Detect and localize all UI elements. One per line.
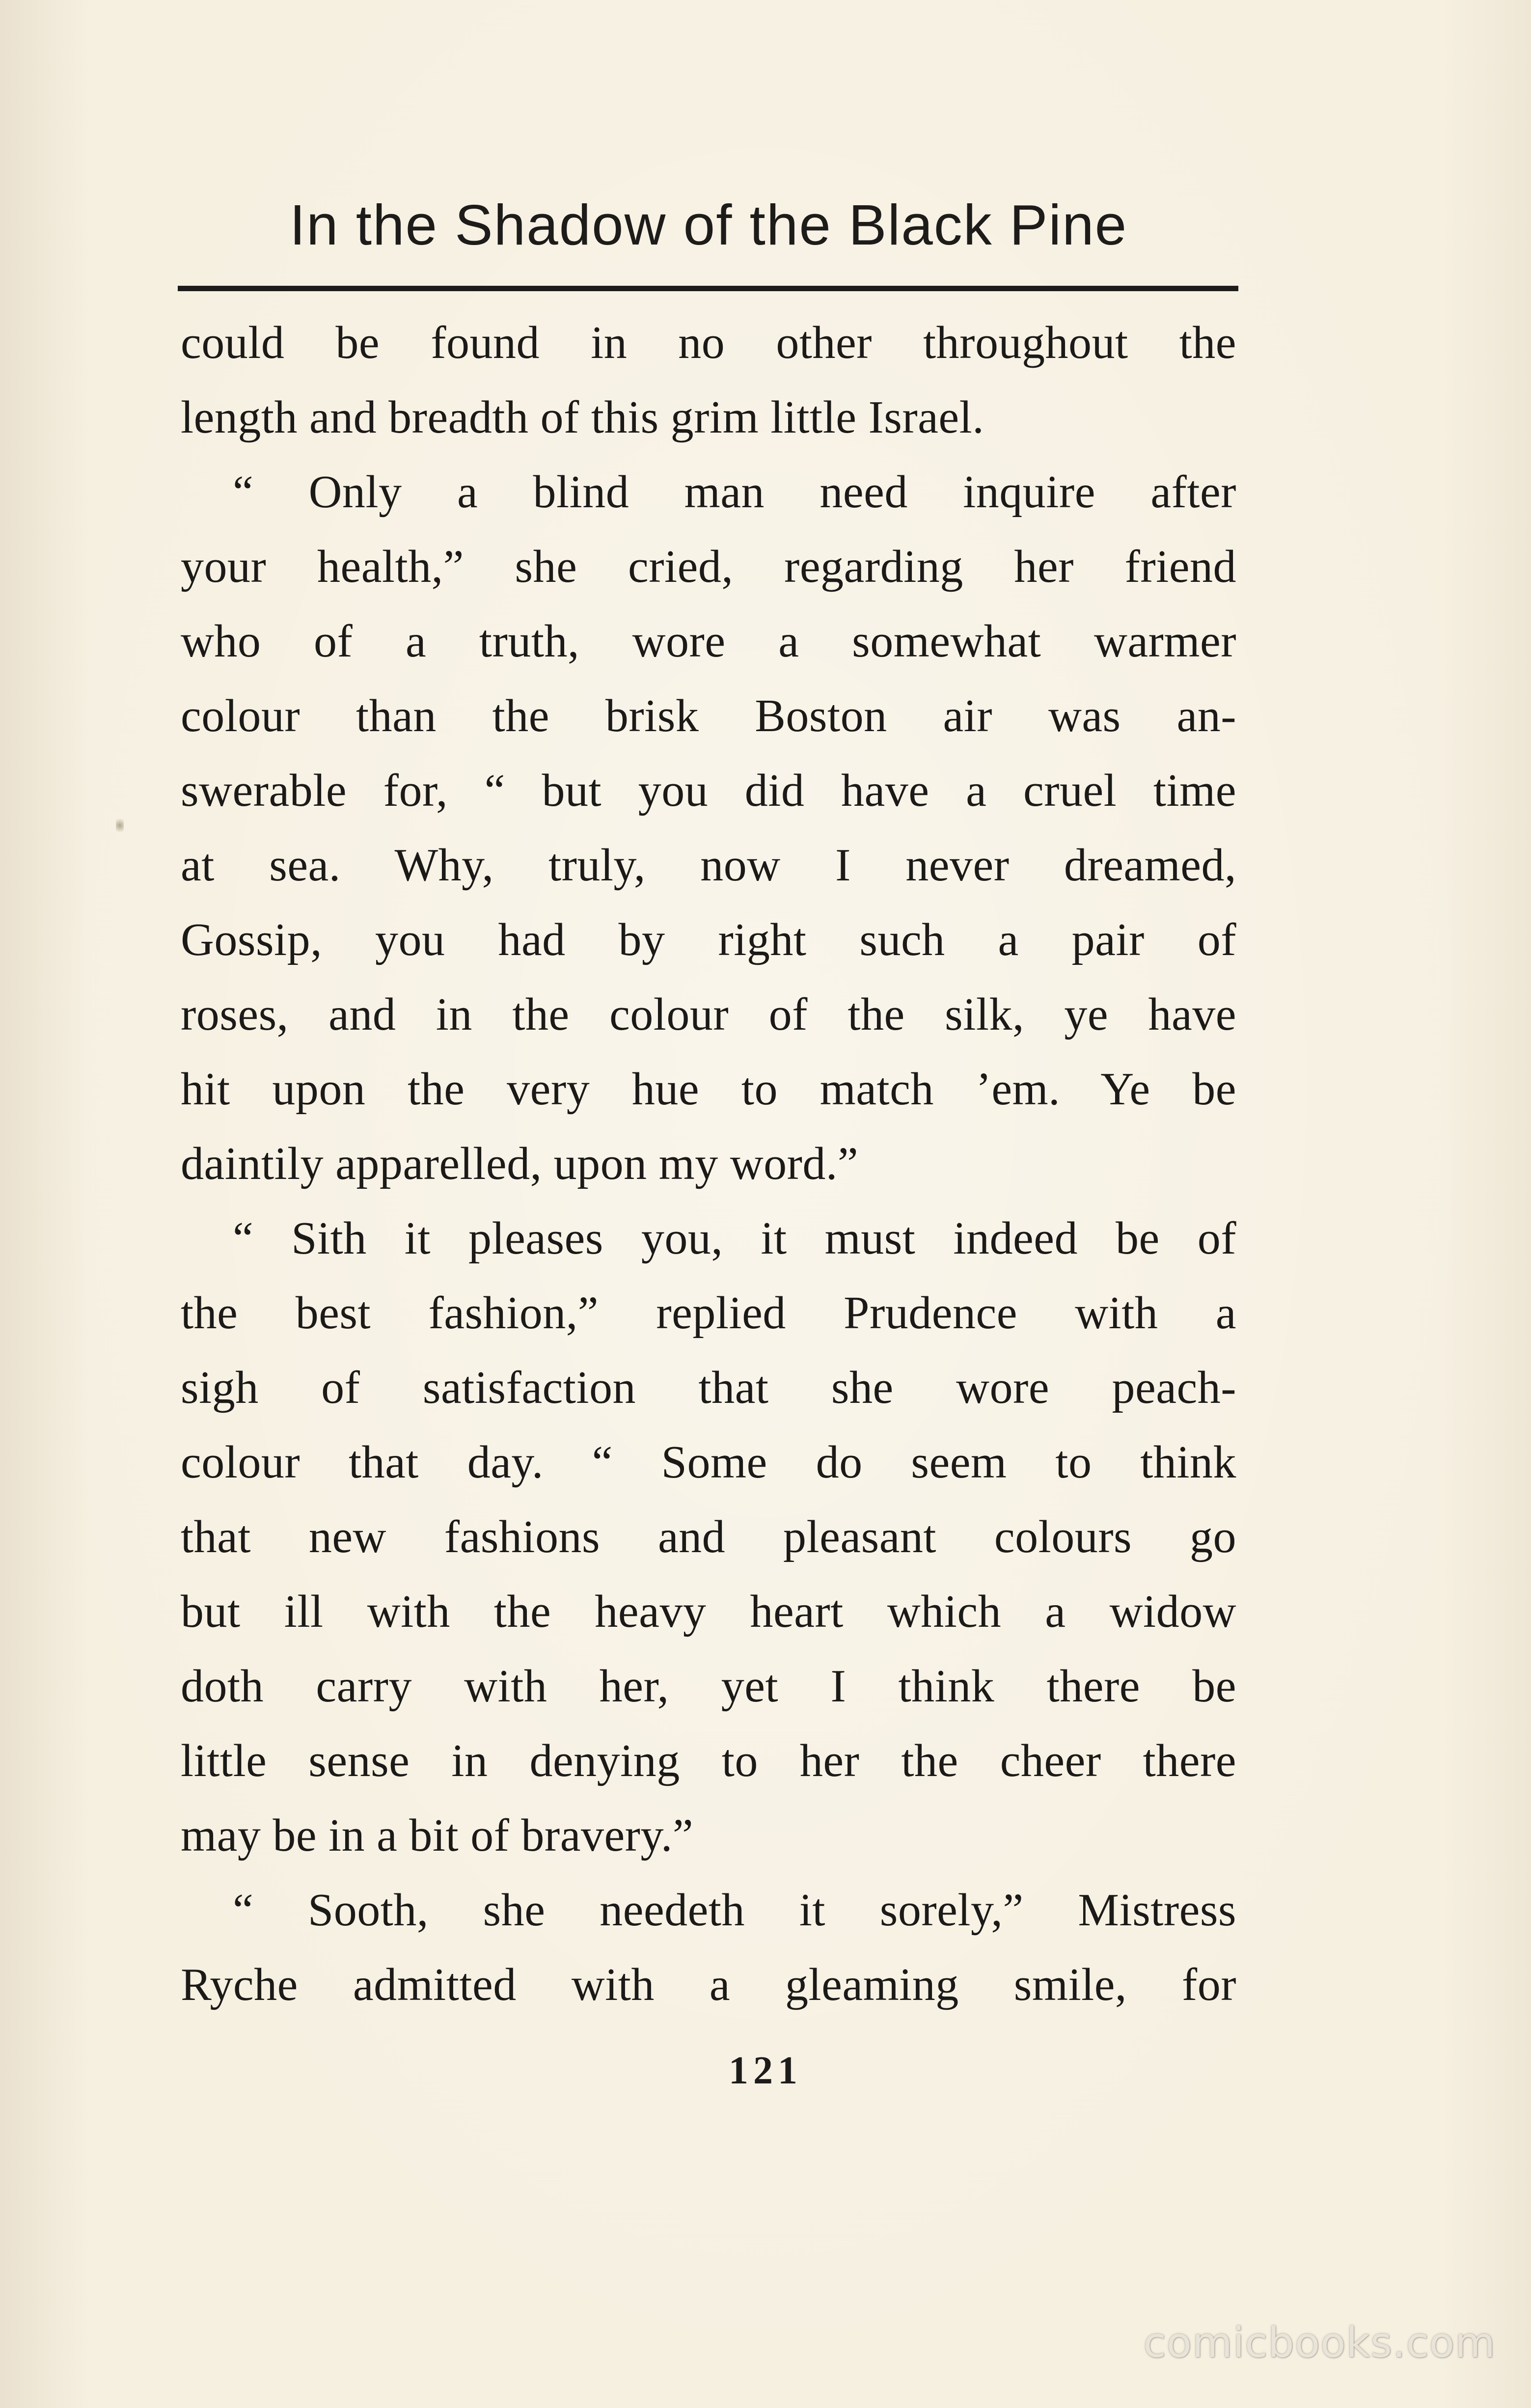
text-line: but ill with the heavy heart which a widow (181, 1586, 1236, 1637)
text-line: the best fashion,” replied Prudence with a (181, 1287, 1236, 1339)
text-line: Gossip, you had by right such a pair of (181, 914, 1236, 965)
watermark: comicbooks.com (1143, 2319, 1496, 2367)
text-line: little sense in denying to her the cheer there (181, 1735, 1236, 1786)
text-line: “ Sooth, she needeth it sorely,” Mistress (233, 1885, 1236, 1936)
text-line: sigh of satisfaction that she wore peach- (181, 1362, 1236, 1413)
text-line: colour than the brisk Boston air was an- (181, 690, 1236, 741)
text-line: “ Only a blind man need inquire after (233, 466, 1236, 518)
text-line: hit upon the very hue to match ’em. Ye be (181, 1064, 1236, 1115)
text-line: doth carry with her, yet I think there be (181, 1661, 1236, 1712)
text-line: your health,” she cried, regarding her friend (181, 541, 1236, 592)
text-line: swerable for, “ but you did have a cruel time (181, 765, 1236, 816)
text-line: daintily apparelled, upon my word.” (181, 1138, 859, 1189)
paper-speck (116, 816, 124, 835)
text-line: at sea. Why, truly, now I never dreamed, (181, 840, 1236, 891)
text-line: length and breadth of this grim little Israel. (181, 392, 984, 443)
text-line: may be in a bit of bravery.” (181, 1810, 694, 1861)
text-line: colour that day. “ Some do seem to think (181, 1437, 1236, 1488)
text-line: that new fashions and pleasant colours go (181, 1511, 1236, 1562)
text-line: could be found in no other throughout the (181, 317, 1236, 368)
page-number: 121 (729, 2049, 802, 2092)
body-text (181, 305, 1236, 2022)
text-line: “ Sith it pleases you, it must indeed be of (233, 1213, 1236, 1264)
text-line: Ryche admitted with a gleaming smile, for (181, 1959, 1236, 2010)
running-head: In the Shadow of the Black Pine (289, 193, 1128, 257)
text-line: who of a truth, wore a somewhat warmer (181, 616, 1236, 667)
header-rule (178, 286, 1238, 291)
text-line: roses, and in the colour of the silk, ye have (181, 989, 1236, 1040)
